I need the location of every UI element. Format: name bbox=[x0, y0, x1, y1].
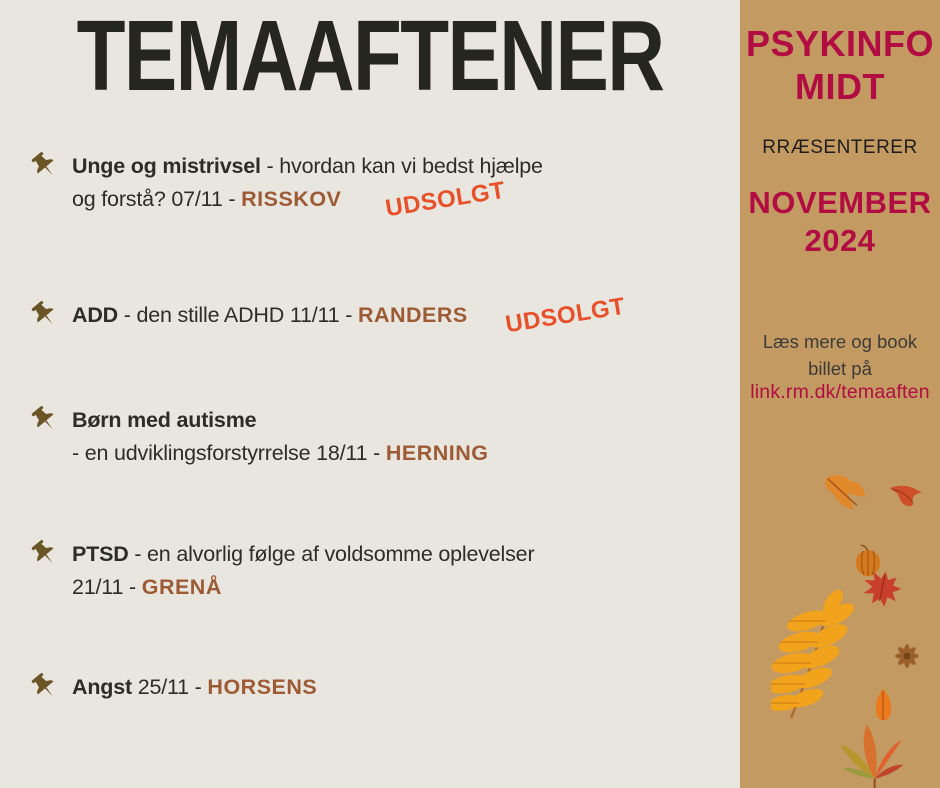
soldout-stamp: UDSOLGT bbox=[503, 292, 628, 339]
event-topic: Angst bbox=[72, 675, 132, 699]
rowan-leaf-icon bbox=[771, 590, 855, 728]
cta-text bbox=[740, 328, 940, 382]
brand-line2: MIDT bbox=[795, 66, 885, 107]
event-desc: - en udviklingsforstyrrelse 18/11 - bbox=[72, 441, 386, 465]
month-line1: NOVEMBER bbox=[748, 185, 932, 220]
month-line2: 2024 bbox=[804, 223, 876, 258]
sidebar bbox=[740, 0, 940, 788]
month-label bbox=[740, 184, 940, 260]
event-topic: PTSD bbox=[72, 542, 129, 566]
cta-line1: Læs mere og book bbox=[762, 331, 918, 352]
event-row-boern-med-autisme bbox=[0, 404, 740, 470]
brand-title bbox=[740, 22, 940, 108]
event-city: GRENÅ bbox=[141, 575, 222, 599]
event-topic: Unge og mistrivsel bbox=[72, 154, 261, 178]
event-city: RISSKOV bbox=[241, 187, 342, 211]
page-title: TEMAAFTENER bbox=[76, 0, 664, 112]
red-leaf-fragment-icon bbox=[888, 482, 924, 518]
brand-line1: PSYKINFO bbox=[745, 23, 935, 64]
pushpin-icon bbox=[30, 672, 58, 704]
event-city: HERNING bbox=[385, 441, 489, 465]
event-row-add bbox=[0, 292, 740, 339]
event-city: HORSENS bbox=[207, 675, 318, 699]
event-city: RANDERS bbox=[357, 303, 468, 327]
event-date: og forstå? 07/11 - bbox=[72, 187, 242, 211]
event-date: 21/11 - bbox=[72, 575, 142, 599]
star-anise-icon bbox=[892, 641, 922, 677]
red-maple-leaf-icon bbox=[861, 569, 903, 614]
presents-label: RRÆSENTERER bbox=[762, 137, 918, 158]
event-date: 25/11 - bbox=[131, 675, 208, 699]
oak-leaf-icon bbox=[818, 468, 868, 521]
event-row-ptsd bbox=[0, 538, 740, 604]
event-topic: Børn med autisme bbox=[72, 408, 257, 432]
cta-line2: billet på bbox=[808, 358, 872, 379]
creeper-leaf-icon bbox=[833, 719, 911, 788]
event-row-angst bbox=[0, 671, 740, 704]
pushpin-icon bbox=[30, 539, 58, 571]
event-desc: - en alvorlig følge af voldsomme oplevelser bbox=[128, 542, 535, 566]
booking-link[interactable]: link.rm.dk/temaaften bbox=[750, 381, 930, 403]
event-text bbox=[72, 538, 710, 604]
event-topic: ADD bbox=[72, 303, 118, 327]
event-desc: - den stille ADHD 11/11 - bbox=[117, 303, 358, 327]
event-desc: - hvordan kan vi bedst hjælpe bbox=[260, 154, 543, 178]
pushpin-icon bbox=[30, 151, 58, 183]
event-text bbox=[72, 671, 710, 704]
event-row-unge-og-mistrivsel bbox=[0, 150, 740, 223]
soldout-stamp: UDSOLGT bbox=[383, 176, 508, 223]
event-text bbox=[72, 404, 710, 470]
pushpin-icon bbox=[30, 300, 58, 332]
pushpin-icon bbox=[30, 405, 58, 437]
